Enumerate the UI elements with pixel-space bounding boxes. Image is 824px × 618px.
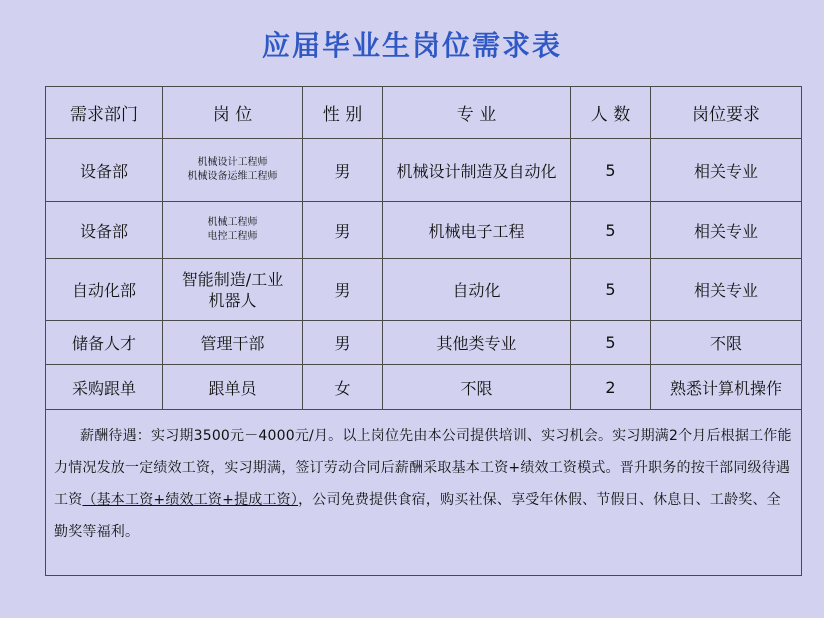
- position-line: 机械设备运维工程师: [187, 171, 278, 182]
- table-row: [46, 139, 802, 202]
- position-line: 机械工程师: [207, 217, 258, 228]
- note-underlined-text: （基本工资+绩效工资+提成工资）: [82, 492, 299, 508]
- table-header-row: [46, 87, 802, 139]
- cell-requirement: 不限: [651, 321, 802, 365]
- cell-requirement: 相关专业: [651, 139, 802, 202]
- cell-gender: 男: [303, 202, 383, 259]
- note-text-end: ，公司免费提供食宿，购买社保、享受年休假、节假日、休息日、工龄奖、全勤奖等福利。: [54, 492, 781, 540]
- cell-count: 5: [571, 202, 651, 259]
- cell-dept: 采购跟单: [46, 365, 163, 410]
- header-count: 人 数: [571, 87, 651, 139]
- cell-major: 机械设计制造及自动化: [383, 139, 571, 202]
- cell-position: 管理干部: [163, 321, 303, 365]
- cell-position: [163, 259, 303, 321]
- header-major: 专 业: [383, 87, 571, 139]
- table-row: [46, 202, 802, 259]
- cell-major: 其他类专业: [383, 321, 571, 365]
- cell-position: [163, 202, 303, 259]
- position-line: 智能制造/工业: [181, 269, 284, 289]
- cell-major: 不限: [383, 365, 571, 410]
- cell-gender: 男: [303, 139, 383, 202]
- compensation-note: [46, 410, 802, 576]
- cell-dept: 自动化部: [46, 259, 163, 321]
- cell-requirement: 相关专业: [651, 259, 802, 321]
- header-position: 岗 位: [163, 87, 303, 139]
- table-row: [46, 365, 802, 410]
- header-gender: 性 别: [303, 87, 383, 139]
- table-row: [46, 321, 802, 365]
- cell-dept: 储备人才: [46, 321, 163, 365]
- cell-requirement: 相关专业: [651, 202, 802, 259]
- cell-dept: 设备部: [46, 139, 163, 202]
- cell-major: 自动化: [383, 259, 571, 321]
- cell-position: 跟单员: [163, 365, 303, 410]
- cell-dept: 设备部: [46, 202, 163, 259]
- cell-count: 5: [571, 259, 651, 321]
- cell-count: 2: [571, 365, 651, 410]
- cell-gender: 女: [303, 365, 383, 410]
- cell-gender: 男: [303, 259, 383, 321]
- cell-major: 机械电子工程: [383, 202, 571, 259]
- cell-position: [163, 139, 303, 202]
- note-text: 薪酬待遇：实习期3500元－4000元/月。以上岗位先由本公司提供培训、实习机会。实习期满2个月后根据工作能力情况发放一定绩效工资，实习期满，签订劳动合同后薪酬采取基本工资+绩效工资模式。晋升职务的按干部同级待遇工资: [54, 428, 792, 508]
- cell-gender: 男: [303, 321, 383, 365]
- cell-count: 5: [571, 321, 651, 365]
- position-line: 电控工程师: [207, 231, 258, 242]
- cell-count: 5: [571, 139, 651, 202]
- table-row: [46, 259, 802, 321]
- position-line: 机器人: [208, 290, 257, 310]
- header-requirement: 岗位要求: [651, 87, 802, 139]
- cell-requirement: 熟悉计算机操作: [651, 365, 802, 410]
- position-line: 机械设计工程师: [197, 157, 268, 168]
- note-row: [46, 410, 802, 576]
- job-requirements-table: [45, 86, 802, 576]
- header-dept: 需求部门: [46, 87, 163, 139]
- page-title: 应届毕业生岗位需求表: [261, 29, 562, 62]
